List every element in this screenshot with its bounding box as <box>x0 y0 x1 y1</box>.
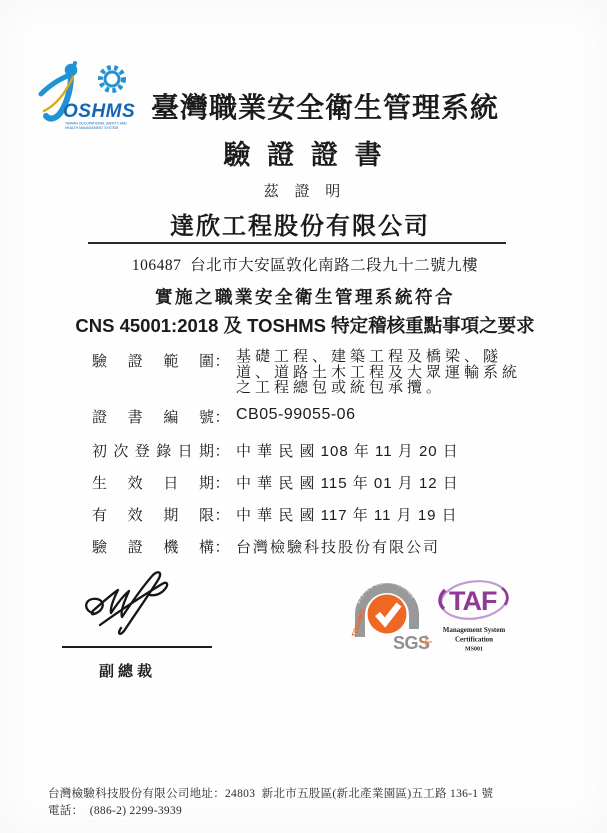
sgs-arc-text: SYSTEM CERTIFICATION <box>355 579 416 605</box>
taf-line1: Management System <box>442 626 506 634</box>
signature-image <box>70 563 202 649</box>
field-colon: ： <box>214 354 230 370</box>
field-row-effective-date <box>92 472 562 493</box>
toshms-brand-text: OSHMS <box>63 101 136 122</box>
footer-phone: 電話： (886-2) 2299-3939 <box>48 805 183 817</box>
field-row-expiry-date <box>92 504 562 525</box>
field-label: 證 書 編 號 <box>92 410 214 426</box>
certificate-number: CB05-99055-06 <box>236 406 356 423</box>
company-name: 達欣工程股份有限公司 <box>170 214 430 240</box>
expiry-date: 中 華 民 國 117 年 11 月 19 日 <box>236 507 458 524</box>
field-colon: ： <box>214 410 230 426</box>
page-title: 臺灣職業安全衛生管理系統 <box>150 93 499 124</box>
company-underline <box>88 242 506 244</box>
taf-line2: Certification <box>454 635 494 644</box>
field-colon: ： <box>214 540 230 556</box>
toshms-subtext-2: HEALTH MANAGEMENT SYSTEM <box>65 126 119 130</box>
footer-address: 台灣檢驗科技股份有限公司地址：24803 新北市五股區(新北產業園區)五工路 136-1 號 <box>48 788 494 800</box>
scope-line-3: 之工程總包或統包承攬。 <box>236 380 446 396</box>
field-row-certification-body <box>92 536 562 557</box>
field-label: 驗 證 範 圍 <box>92 354 214 370</box>
taf-brand-text: TAF <box>449 586 497 616</box>
field-colon: ： <box>214 508 230 524</box>
first-registration-date: 中 華 民 國 108 年 11 月 20 日 <box>236 443 459 460</box>
field-label: 生 效 日 期 <box>92 476 214 492</box>
field-label: 初 次 登 錄 日 期 <box>92 444 214 460</box>
field-row-scope <box>92 350 562 397</box>
field-row-first-registration-date <box>92 440 562 461</box>
taf-line3: MS001 <box>465 646 483 653</box>
effective-date: 中 華 民 國 115 年 01 月 12 日 <box>236 475 459 492</box>
statement-line1: 實施之職業安全衛生管理系統符合 <box>155 287 455 307</box>
certify-intro: 茲 證 明 <box>263 184 347 200</box>
sgs-toshms-side-text: TOSHMS <box>351 608 368 639</box>
toshms-subtext-1: TAIWAN OCCUPATIONAL SAFETY AND <box>65 121 127 126</box>
statement-line2: CNS 45001:2018 及 TOSHMS 特定稽核重點事項之要求 <box>75 315 535 336</box>
field-colon: ： <box>214 444 230 460</box>
field-row-cert-number <box>92 406 562 427</box>
signer-title: 副總裁 <box>99 664 157 680</box>
field-label: 有 效 期 限 <box>92 508 214 524</box>
certification-body: 台灣檢驗科技股份有限公司 <box>236 540 441 556</box>
sgs-certification-mark <box>347 577 433 653</box>
field-label: 驗 證 機 構 <box>92 540 214 556</box>
company-address: 106487 台北市大安區敦化南路二段九十二號九樓 <box>131 257 479 274</box>
signature-underline <box>62 646 212 648</box>
scope-line-2: 道、道路土木工程及大眾運輸系統 <box>236 364 522 381</box>
certificate-title: 驗 證 證 書 <box>223 140 387 170</box>
scope-line-1: 基礎工程、建築工程及橋梁、隧 <box>236 349 503 365</box>
sgs-orange-circle-icon <box>368 595 407 634</box>
field-value <box>236 350 521 397</box>
taf-accreditation-mark <box>436 578 526 656</box>
field-colon: ： <box>214 476 230 492</box>
sgs-brand-text: SGS <box>393 633 430 653</box>
